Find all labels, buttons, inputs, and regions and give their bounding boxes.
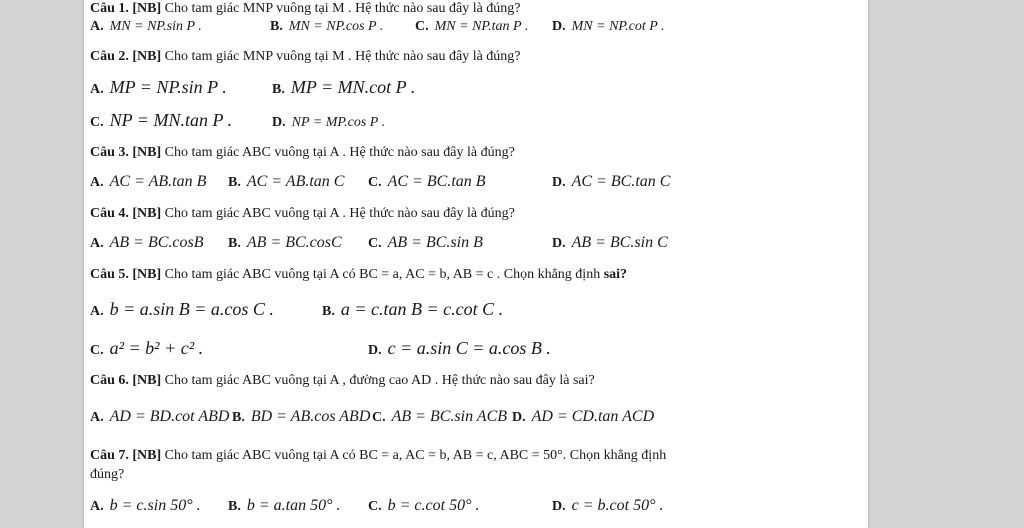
question-label: Câu 6. [NB] xyxy=(90,373,162,388)
question-1 xyxy=(90,1,521,17)
option-a: A. MP = NP.sin P . xyxy=(90,77,227,97)
option-c: C. MN = NP.tan P . xyxy=(415,19,529,34)
question-text: Cho tam giác MNP vuông tại M . Hệ thức nào sau đây là đúng? xyxy=(164,1,521,16)
question-5 xyxy=(90,267,627,283)
option-b: B. AB = BC.cosC xyxy=(228,234,342,251)
option-d: D. MN = NP.cot P . xyxy=(552,19,665,34)
question-text: Cho tam giác ABC vuông tại A , đường cao AD . Hệ thức nào sau đây là sai? xyxy=(164,373,595,388)
question-6 xyxy=(90,373,595,389)
option-a: A. AD = BD.cot ABD xyxy=(90,408,230,425)
option-a: A. b = a.sin B = a.cos C . xyxy=(90,299,274,319)
option-b: B. AC = AB.tan C xyxy=(228,173,345,190)
option-d: D. AD = CD.tan ACD xyxy=(512,408,655,425)
question-label: Câu 7. [NB] xyxy=(90,448,162,463)
question-text: Cho tam giác MNP vuông tại M . Hệ thức nào sau đây là đúng? xyxy=(164,49,521,64)
option-d: D. AC = BC.tan C xyxy=(552,173,671,190)
option-d: D. AB = BC.sin C xyxy=(552,234,668,251)
question-label: Câu 2. [NB] xyxy=(90,49,162,64)
option-c: C. AB = BC.sin B xyxy=(368,234,483,251)
question-label: Câu 5. [NB] xyxy=(90,267,162,282)
option-d: D. c = a.sin C = a.cos B . xyxy=(368,338,551,358)
option-c: C. AC = BC.tan B xyxy=(368,173,486,190)
option-a: A. b = c.sin 50° . xyxy=(90,497,201,514)
question-label: Câu 3. [NB] xyxy=(90,145,162,160)
option-d: D. c = b.cot 50° . xyxy=(552,497,664,514)
option-b: B. b = a.tan 50° . xyxy=(228,497,341,514)
question-text: Cho tam giác ABC vuông tại A . Hệ thức nào sau đây là đúng? xyxy=(164,145,515,160)
option-c: C. AB = BC.sin ACB xyxy=(372,408,508,425)
question-2 xyxy=(90,49,521,65)
option-c: C. b = c.cot 50° . xyxy=(368,497,480,514)
question-3 xyxy=(90,145,515,161)
question-text: Cho tam giác ABC vuông tại A có BC = a, AC = b, AB = c . Chọn khẳng định xyxy=(164,267,601,282)
option-a: A. AB = BC.cosB xyxy=(90,234,204,251)
option-d: D. NP = MP.cos P . xyxy=(272,115,386,130)
option-b: B. MN = NP.cos P . xyxy=(270,19,384,34)
option-a: A. MN = NP.sin P . xyxy=(90,19,202,34)
option-b: B. MP = MN.cot P . xyxy=(272,77,416,97)
question-label: Câu 1. [NB] xyxy=(90,1,162,16)
question-label: Câu 4. [NB] xyxy=(90,206,162,221)
question-text: Cho tam giác ABC vuông tại A . Hệ thức nào sau đây là đúng? xyxy=(164,206,515,221)
option-b: B. a = c.tan B = c.cot C . xyxy=(322,299,504,319)
question-emphasis: sai? xyxy=(603,267,628,282)
option-a: A. AC = AB.tan B xyxy=(90,173,207,190)
option-b: B. BD = AB.cos ABD xyxy=(232,408,371,425)
question-7 xyxy=(90,446,690,484)
option-c: C. a² = b² + c² . xyxy=(90,338,204,358)
question-text: Cho tam giác ABC vuông tại A có BC = a, AC = b, AB = c, ABC = 50°. Chọn khẳng định đúng? xyxy=(90,448,667,482)
question-4 xyxy=(90,206,515,222)
option-c: C. NP = MN.tan P . xyxy=(90,110,233,130)
